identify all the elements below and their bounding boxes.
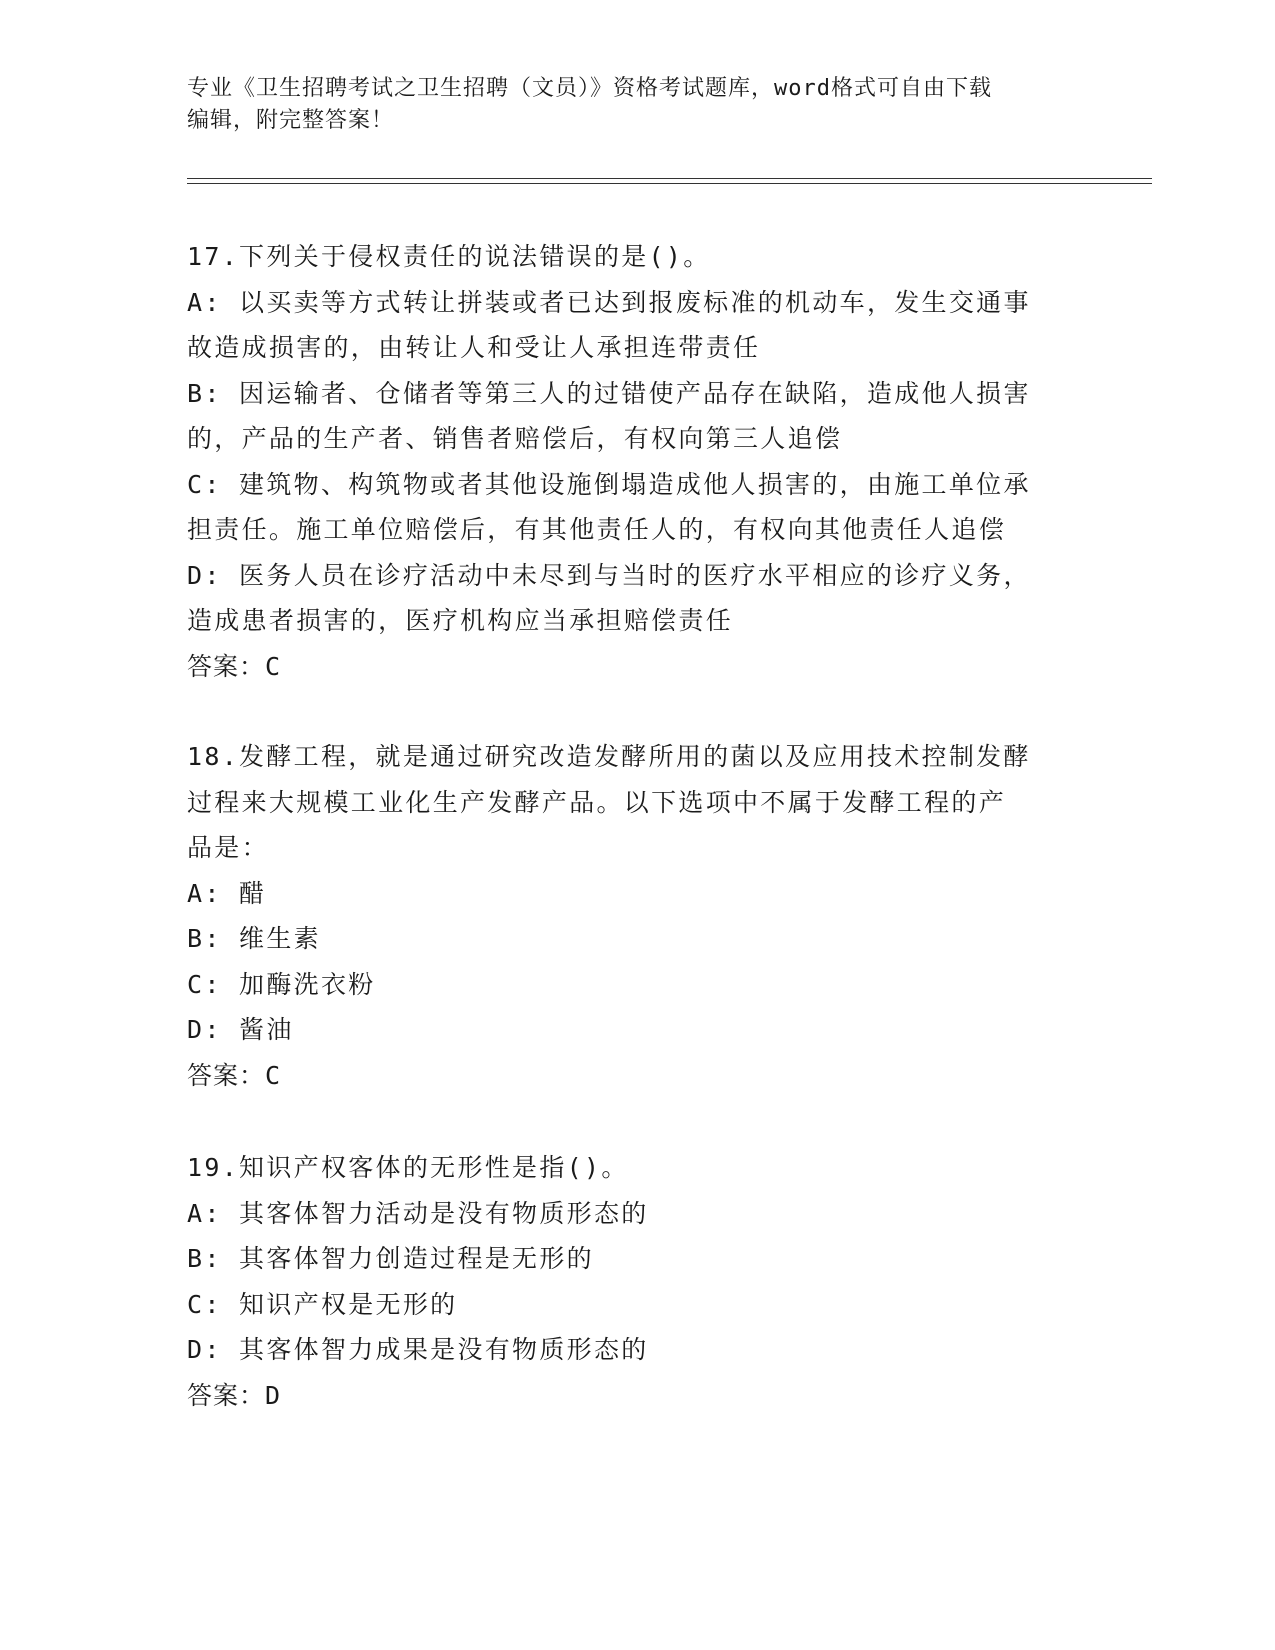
option-text: D: 医务人员在诊疗活动中未尽到与当时的医疗水平相应的诊疗义务，: [187, 560, 1031, 590]
header-line-2: 编辑，附完整答案！: [187, 108, 395, 133]
option-c: C: 加酶洗衣粉: [187, 969, 376, 999]
question-stem: 19.知识产权客体的无形性是指()。: [187, 1153, 629, 1182]
option-a: A: 其客体智力活动是没有物质形态的: [187, 1198, 649, 1228]
answer-label: 答案：: [187, 1060, 266, 1090]
question-19: [187, 1145, 1067, 1418]
option-list: [187, 1191, 1067, 1373]
answer: [187, 1053, 1067, 1099]
option-d: D: 酱油: [187, 1015, 294, 1044]
answer-label: 答案：: [187, 1380, 266, 1410]
option-a: A: 醋: [187, 878, 267, 908]
question-stem: 过程来大规模工业化生产发酵产品。以下选项中不属于发酵工程的产: [187, 787, 1007, 817]
answer: [187, 1373, 1067, 1419]
option-text: 故造成损害的，由转让人和受让人承担连带责任: [187, 333, 761, 362]
option-text: A: 以买卖等方式转让拼装或者已达到报废标准的机动车，发生交通事: [187, 287, 1031, 317]
option-d: D: 其客体智力成果是没有物质形态的: [187, 1335, 649, 1364]
answer-value: C: [265, 651, 282, 681]
option-text: 的，产品的生产者、销售者赔偿后，有权向第三人追偿: [187, 424, 843, 453]
answer-value: D: [265, 1380, 282, 1410]
option-list: [187, 871, 1067, 1053]
option-b: [187, 371, 1067, 462]
question-17: [187, 234, 1067, 689]
header-rule-bottom: [187, 183, 1152, 184]
option-a: [187, 280, 1067, 371]
answer: [187, 644, 1067, 690]
option-d: [187, 553, 1067, 644]
answer-value: C: [265, 1060, 282, 1090]
option-text: 担责任。施工单位赔偿后，有其他责任人的，有权向其他责任人追偿: [187, 515, 1007, 544]
option-text: C: 建筑物、构筑物或者其他设施倒塌造成他人损害的，由施工单位承: [187, 469, 1031, 499]
header-line-1: 专业《卫生招聘考试之卫生招聘（文员）》资格考试题库，word格式可自由下载: [187, 76, 992, 101]
document-header: [187, 73, 1067, 137]
question-18: [187, 734, 1067, 1098]
option-b: B: 其客体智力创造过程是无形的: [187, 1244, 594, 1273]
answer-label: 答案：: [187, 651, 266, 681]
option-c: [187, 462, 1067, 553]
option-list: [187, 280, 1067, 644]
option-text: B: 因运输者、仓储者等第三人的过错使产品存在缺陷，造成他人损害: [187, 378, 1031, 408]
question-stem: 18.发酵工程，就是通过研究改造发酵所用的菌以及应用技术控制发酵: [187, 742, 1031, 771]
option-c: C: 知识产权是无形的: [187, 1289, 458, 1319]
option-b: B: 维生素: [187, 924, 321, 953]
question-stem: 17.下列关于侵权责任的说法错误的是()。: [187, 242, 711, 271]
question-stem: 品是：: [187, 833, 269, 862]
option-text: 造成患者损害的，医疗机构应当承担赔偿责任: [187, 606, 734, 635]
header-rule-top: [187, 178, 1152, 179]
